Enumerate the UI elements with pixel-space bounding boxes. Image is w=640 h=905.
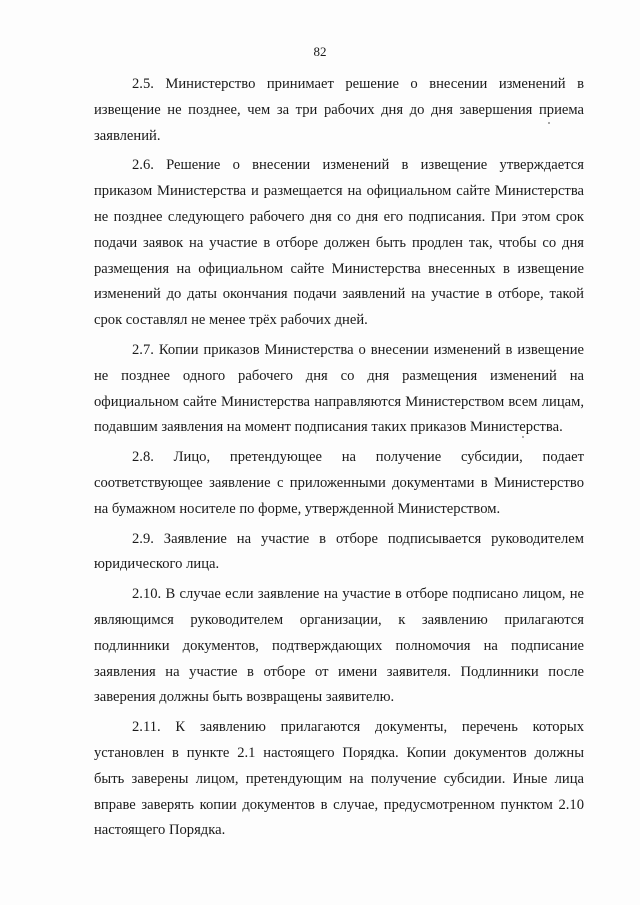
paragraph-2-7: 2.7. Копии приказов Министерства о внесении изменений в извещение не позднее одного рабочего дня со дня размещения изменений на официальном сайте Министерства направляются Министерством всем лицам, подавшим заявления на момент подписания таких приказов Министерства. [94, 341, 584, 436]
page-number: 82 [313, 44, 327, 59]
paragraph-2-6: 2.6. Решение о внесении изменений в извещение утверждается приказом Министерства и размещается на официальном сайте Министерства не позднее следующего рабочего дня со дня его подписания. При этом срок подачи заявок на участие в отборе должен быть продлен так, чтобы со дня размещения на официальном сайте Министерства внесенных в извещение изменений до даты окончания подачи заявлений на участие в отборе, такой срок составлял не менее трёх рабочих дней. [94, 157, 584, 329]
paragraph-2-10: 2.10. В случае если заявление на участие в отборе подписано лицом, не являющимся руководителем организации, к заявлению прилагаются подлинники документов, подтверждающих полномочия на подписание заявления на участие в отборе от имени заявителя. Подлинники после заверения должны быть возвращены заявителю. [94, 586, 584, 706]
paragraph-2-11: 2.11. К заявлению прилагаются документы, перечень которых установлен в пункте 2.1 настоящего Порядка. Копии документов должны быть заверены лицом, претендующим на получение субсидии. Иные лица вправе заверять копии документов в случае, предусмотренном пунктом 2.10 настоящего Порядка. [94, 719, 584, 839]
scan-speck [548, 122, 550, 124]
scan-speck [522, 436, 524, 438]
document-body [94, 72, 584, 848]
paragraph-2-5: 2.5. Министерство принимает решение о внесении изменений в извещение не позднее, чем за три рабочих дня до дня завершения приема заявлений. [94, 76, 584, 144]
paragraph-2-9: 2.9. Заявление на участие в отборе подписывается руководителем юридического лица. [94, 530, 584, 573]
paragraph-2-8: 2.8. Лицо, претендующее на получение субсидии, подает соответствующее заявление с приложенными документами в Министерство на бумажном носителе по форме, утвержденной Министерством. [94, 449, 584, 517]
